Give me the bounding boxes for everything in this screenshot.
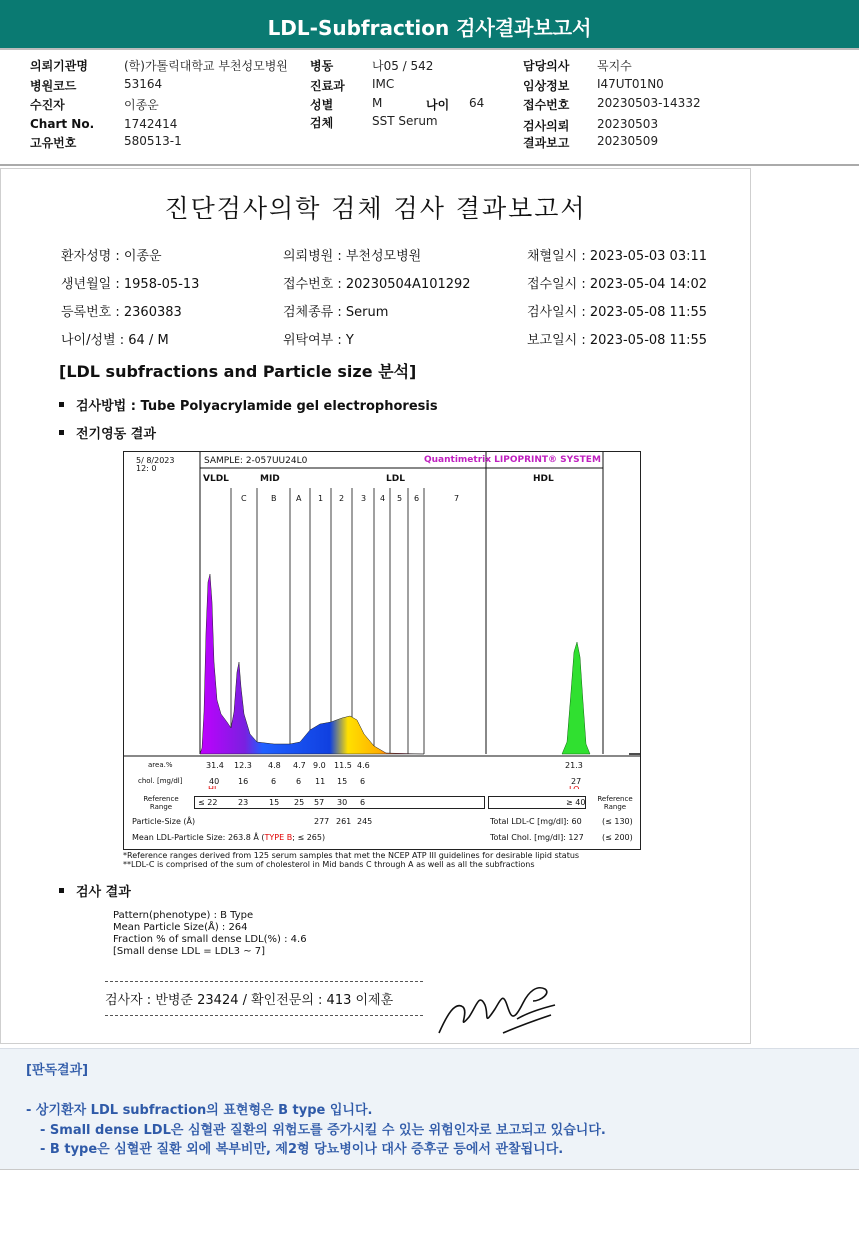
header-label: 성별 (310, 98, 334, 112)
patient-info: 나이/성별 : 64 / M (61, 333, 169, 348)
band-label: C (241, 494, 247, 503)
patient-info: 채혈일시 : 2023-05-03 03:11 (527, 249, 708, 264)
ref-value: ≥ 40 (566, 798, 586, 807)
area-value: 4.6 (357, 761, 370, 770)
chol-value: 11 (315, 777, 326, 786)
type-label: TYPE B (264, 833, 293, 842)
band-label: 6 (414, 494, 420, 503)
header-label: 고유번호 (30, 136, 77, 150)
chol-value: 27 (571, 777, 582, 786)
header-value: 목지수 (597, 59, 632, 73)
header-value: 20230503 (597, 117, 659, 131)
particle-size: 261 (336, 817, 352, 826)
area-value: 12.3 (234, 761, 252, 770)
ref-value: 15 (269, 798, 280, 807)
result-lines (113, 910, 307, 958)
particle-size: 277 (314, 817, 330, 826)
region-label-vldl: VLDL (203, 474, 229, 484)
patient-info: 접수일시 : 2023-05-04 14:02 (527, 277, 708, 292)
region-label-ldl: LDL (386, 474, 405, 484)
header-value: 20230509 (597, 134, 659, 148)
electrophoresis-chart (123, 451, 641, 791)
hdl-peak (562, 642, 590, 754)
header-value: 1742414 (124, 117, 178, 131)
patient-info: 의뢰병원 : 부천성모병원 (283, 249, 422, 264)
result-line: [Small dense LDL = LDL3 ~ 7] (113, 946, 266, 957)
method-bullet (59, 395, 438, 414)
report-title: 진단검사의학 검체 검사 결과보고서 (164, 194, 587, 223)
header-label: Chart No. (30, 117, 95, 131)
mean-size-value: 263.8 Å (227, 833, 259, 842)
report-document (0, 168, 751, 1044)
header-value: SST Serum (372, 114, 438, 128)
patient-info: 검사일시 : 2023-05-08 11:55 (527, 305, 708, 320)
chol-value: 6 (296, 777, 302, 786)
interpretation-line: - 상기환자 LDL subfraction의 표현형은 B type 입니다. (26, 1103, 373, 1118)
region-label-mid: MID (260, 474, 280, 484)
chart-table (123, 789, 641, 850)
electro-title: 전기영동 결과 (76, 427, 156, 442)
chol-value: 40 (209, 777, 220, 786)
header-label: 임상정보 (523, 79, 570, 93)
header-value: I47UT01N0 (597, 77, 664, 91)
header-label: 병동 (310, 59, 334, 73)
area-value: 4.7 (293, 761, 306, 770)
header-label: 결과보고 (523, 136, 570, 150)
row-label-ref: Reference Range (143, 795, 179, 811)
band-label: 7 (454, 494, 460, 503)
band-label: 5 (397, 494, 403, 503)
patient-info: 접수번호 : 20230504A101292 (283, 277, 471, 292)
area-value: 9.0 (313, 761, 326, 770)
band-label: 2 (339, 494, 345, 503)
region-label-hdl: HDL (533, 474, 554, 484)
chol-value: 16 (238, 777, 249, 786)
header-value: 20230503-14332 (597, 96, 701, 110)
patient-info: 위탁여부 : Y (283, 333, 354, 348)
interpretation-line: - B type은 심혈관 질환 외에 복부비만, 제2형 당뇨병이나 대사 증후군 등에서 관찰됩니다. (40, 1142, 564, 1157)
result-bullet (59, 881, 131, 900)
header-label: 병원코드 (30, 79, 77, 93)
patient-info: 등록번호 : 2360383 (61, 305, 182, 320)
age-value: 64 (469, 96, 485, 110)
interpretation-panel (0, 1048, 859, 1170)
header-label: 담당의사 (523, 59, 570, 73)
chart-date: 5/ 8/2023 (136, 456, 175, 465)
row-label-particle: Particle-Size (Å) (132, 817, 196, 826)
interpretation-line: - Small dense LDL은 심혈관 질환의 위험도를 증가시킬 수 있는 위험인자로 보고되고 있습니다. (40, 1123, 606, 1138)
note-line: **LDL-C is comprised of the sum of cholesterol in Mid bands C through A as well as all the subfractions (123, 860, 535, 869)
row-label-area: area.% (148, 761, 173, 769)
total-chol: Total Chol. [mg/dl]: 127 (490, 833, 584, 842)
header-label: 진료과 (310, 79, 345, 93)
ref-value: ≤ 22 (198, 798, 218, 807)
ref-value: 23 (238, 798, 249, 807)
signature-icon (433, 975, 563, 1039)
chart-sample: SAMPLE: 2-057UU24L0 (204, 456, 308, 466)
total-ldl-ref: (≤ 130) (602, 817, 633, 826)
row-label-chol: chol. [mg/dl] (138, 777, 183, 785)
ref-value: 6 (360, 798, 366, 807)
band-label: A (296, 494, 302, 503)
electro-bullet (59, 423, 156, 442)
header-value: M (372, 96, 383, 110)
row-label-ref-right: Reference Range (597, 795, 633, 811)
page-title: LDL-Subfraction 검사결과보고서 (267, 16, 592, 40)
patient-info: 생년월일 : 1958-05-13 (61, 277, 200, 292)
result-line: Mean Particle Size(Å) : 264 (113, 922, 248, 933)
header-value: 이종운 (124, 98, 159, 112)
title-bar (0, 0, 859, 50)
header-label: 수진자 (30, 98, 65, 112)
header-value: 53164 (124, 77, 163, 91)
signature-text: 검사자 : 반병준 23424 / 확인전문의 : 413 이제훈 (105, 993, 394, 1008)
band-label: B (271, 494, 277, 503)
patient-info: 환자성명 : 이종운 (61, 249, 162, 264)
patient-info: 보고일시 : 2023-05-08 11:55 (527, 333, 708, 348)
band-label: 4 (380, 494, 386, 503)
note-line: *Reference ranges derived from 125 serum samples that met the NCEP ATP III guidelines for desirable lipid status (123, 851, 580, 860)
band-label: 1 (318, 494, 324, 503)
chol-value: 6 (271, 777, 277, 786)
ref-value: 30 (337, 798, 348, 807)
chart-notes (123, 851, 579, 869)
patient-info: 검체종류 : Serum (283, 305, 389, 320)
divider (105, 981, 423, 982)
chart-time: 12: 0 (136, 464, 157, 473)
total-ldl: Total LDL-C [mg/dl]: 60 (490, 817, 582, 826)
interpretation-label: [판독결과] (26, 1063, 89, 1078)
method-text: 검사방법 : Tube Polyacrylamide gel electrophoresis (76, 399, 438, 414)
result-line: Pattern(phenotype) : B Type (113, 910, 254, 921)
header-label: 검체 (310, 116, 334, 130)
header-info (0, 50, 859, 166)
particle-size: 245 (357, 817, 373, 826)
divider (105, 1015, 423, 1016)
ref-value: 25 (294, 798, 305, 807)
header-value: IMC (372, 77, 395, 91)
mean-size-row: Mean LDL-Particle Size: 263.8 Å (TYPE B; ≤ 265) (132, 833, 326, 842)
area-value: 21.3 (565, 761, 583, 770)
header-value: 나05 / 542 (372, 59, 434, 73)
row-label-mean: Mean LDL-Particle Size: (132, 833, 226, 842)
area-value: 31.4 (206, 761, 224, 770)
header-value: (학)가톨릭대학교 부천성모병원 (124, 59, 288, 73)
header-label: 접수번호 (523, 98, 570, 112)
type-suffix: ; ≤ 265) (292, 833, 326, 842)
total-chol-ref: (≤ 200) (602, 833, 633, 842)
header-value: 580513-1 (124, 134, 182, 148)
chol-value: 6 (360, 777, 366, 786)
header-label: 의뢰기관명 (30, 59, 88, 73)
result-line: Fraction % of small dense LDL(%) : 4.6 (113, 934, 307, 945)
chart-brand: Quantimetrix LIPOPRINT® SYSTEM (424, 455, 601, 465)
chol-value: 15 (337, 777, 348, 786)
area-value: 11.5 (334, 761, 352, 770)
section-title: [LDL subfractions and Particle size 분석] (59, 362, 417, 381)
ref-value: 57 (314, 798, 325, 807)
band-label: 3 (361, 494, 367, 503)
age-label: 나이 (426, 98, 450, 112)
result-title: 검사 결과 (76, 885, 131, 900)
header-label: 검사의뢰 (523, 119, 570, 133)
area-value: 4.8 (268, 761, 281, 770)
